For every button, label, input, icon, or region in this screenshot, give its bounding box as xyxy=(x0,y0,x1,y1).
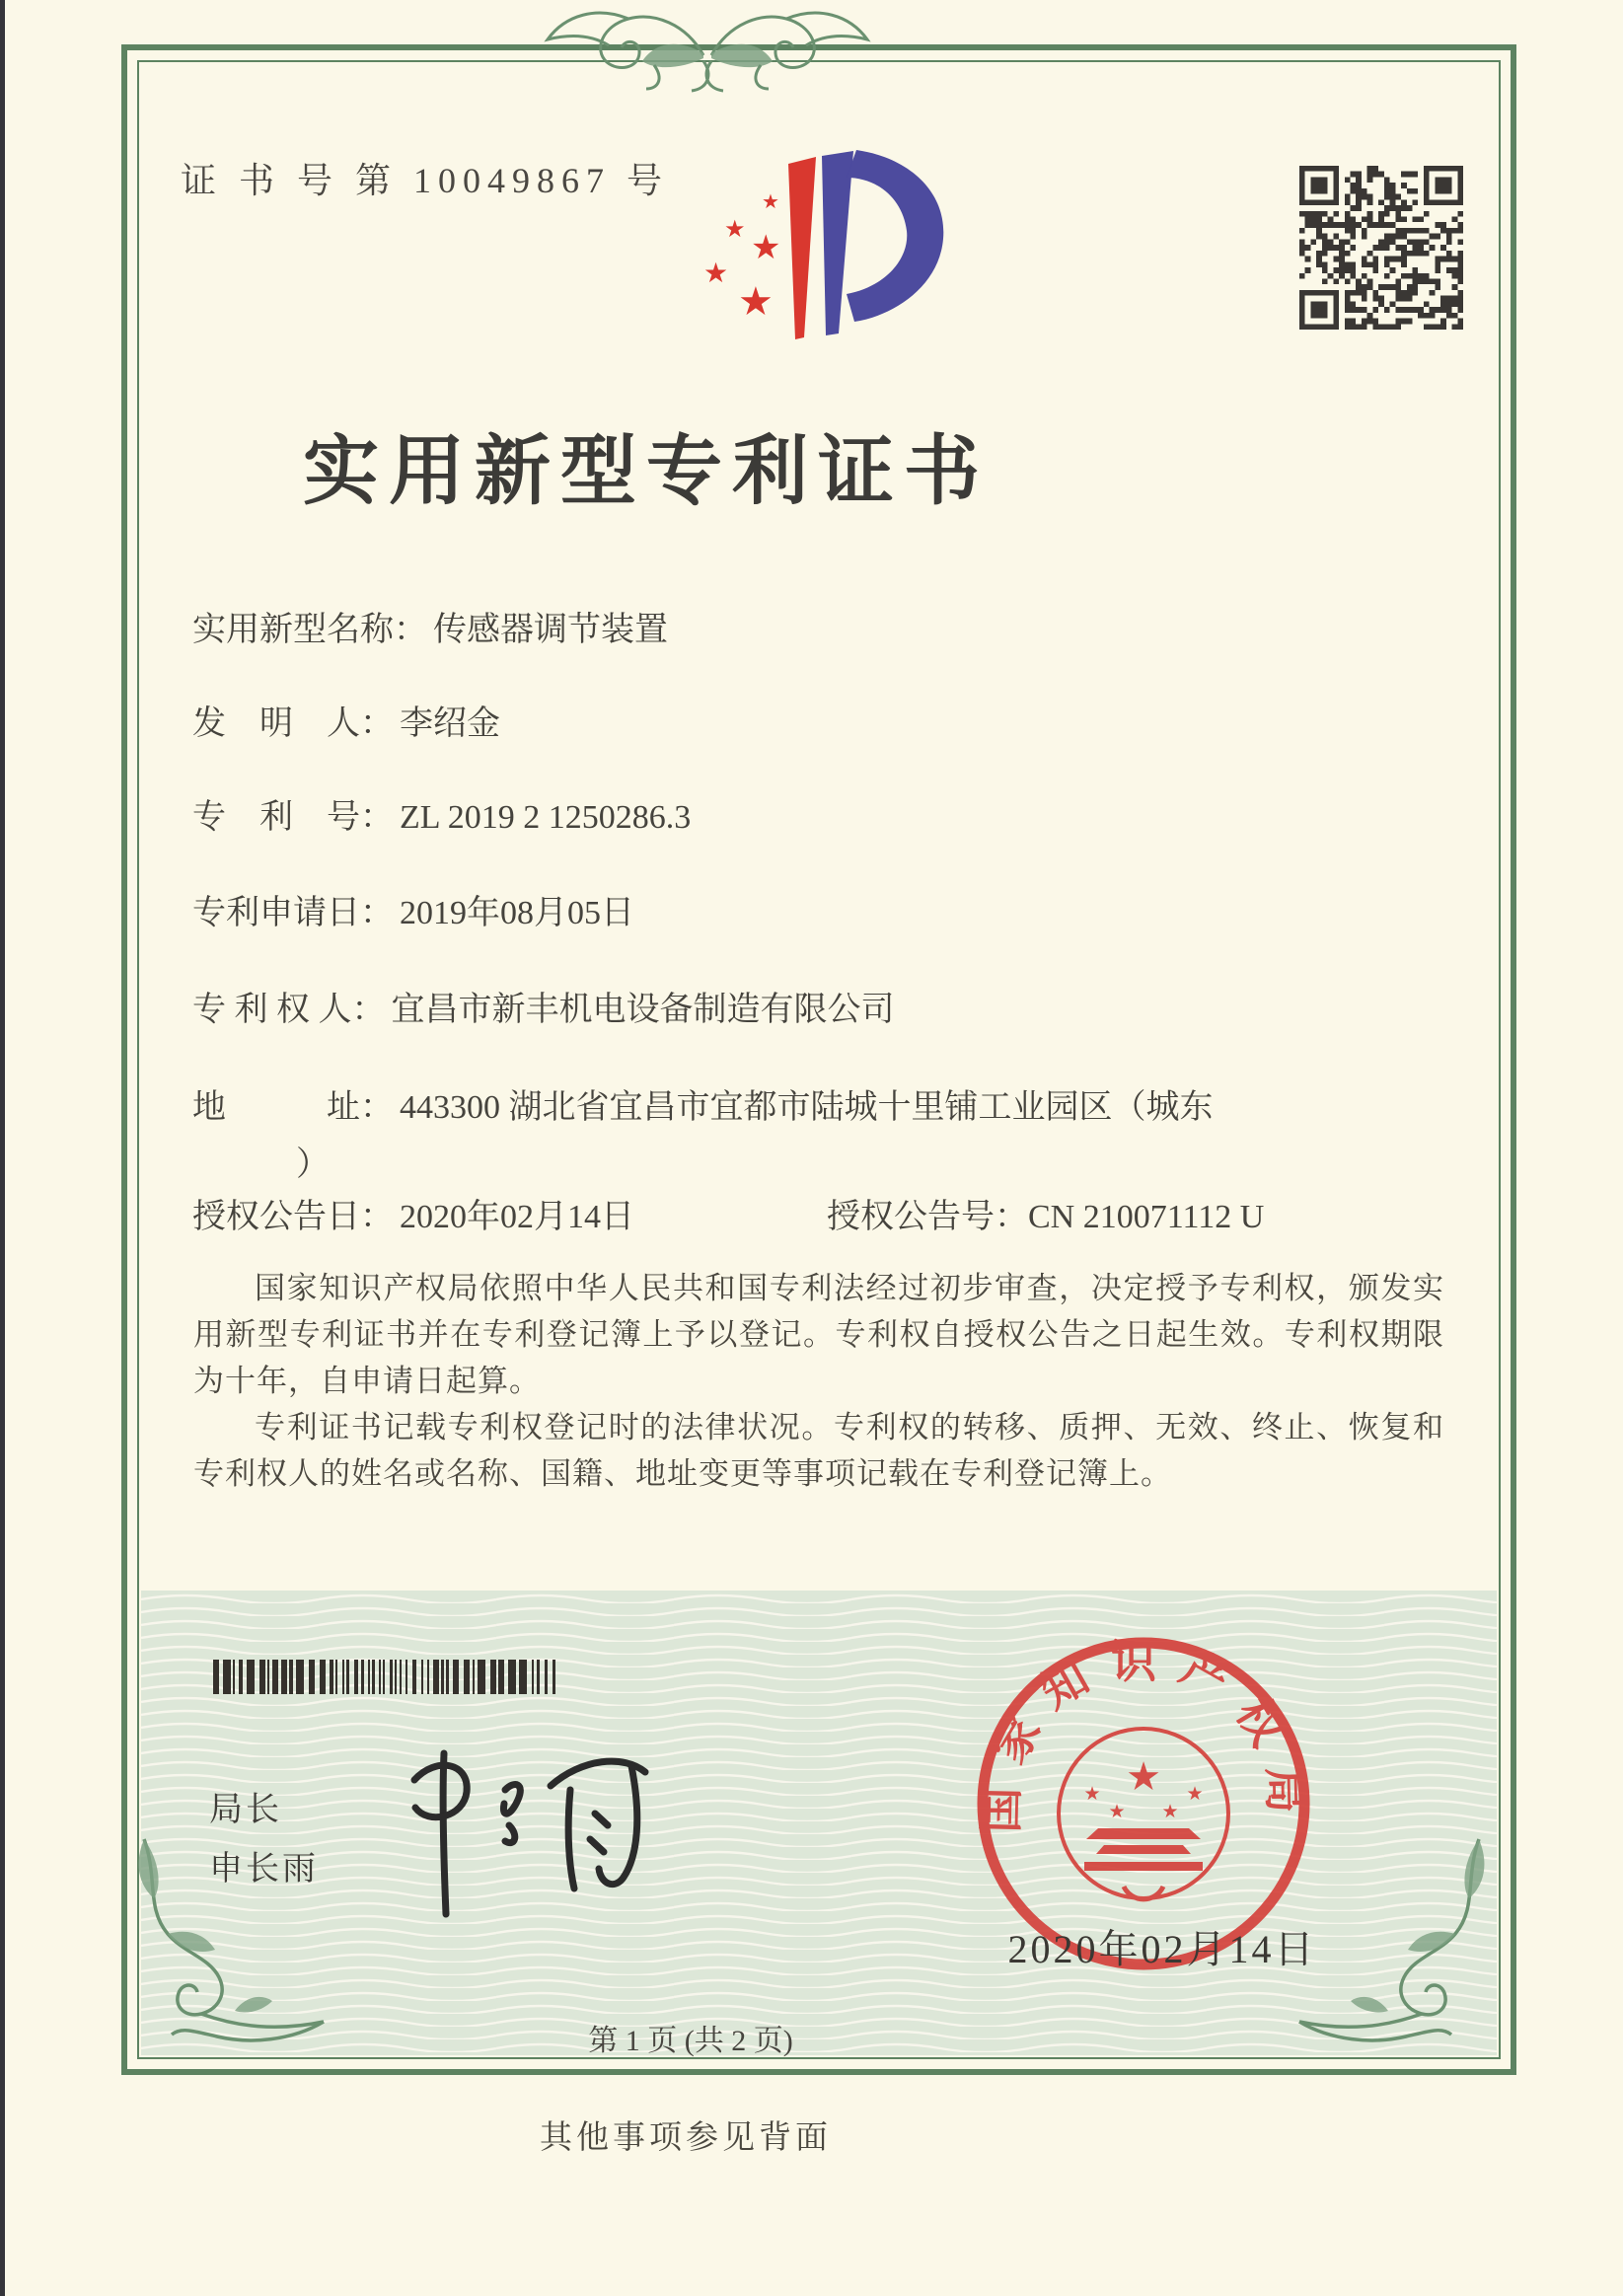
barcode xyxy=(212,1660,569,1694)
field-utility-model-name xyxy=(192,602,668,650)
national-emblem xyxy=(1059,1729,1228,1899)
director-role-label: 局长 xyxy=(209,1792,282,1828)
star-icon: ★ xyxy=(724,215,746,243)
field-grant-number xyxy=(827,1189,1264,1237)
svg-text:★: ★ xyxy=(1108,1801,1126,1822)
field-value: 李绍金 xyxy=(400,705,500,742)
field-grant-date xyxy=(192,1189,634,1237)
star-icon: ★ xyxy=(738,279,774,325)
qr-code xyxy=(1299,166,1463,330)
field-value: 传感器调节装置 xyxy=(433,612,668,648)
star-icon: ★ xyxy=(762,189,779,213)
legal-paragraph-1: 国家知识产权局依照中华人民共和国专利法经过初步审查，决定授予专利权，颁发实用新型专利证书并在专利登记簿上予以登记。专利权自授权公告之日起生效。专利权期限为十年，自申请日起算。 xyxy=(193,1271,1444,1398)
svg-text:★: ★ xyxy=(1083,1783,1101,1805)
seal-ring-text: 国家知识产权局 xyxy=(976,1636,1311,1834)
border-ornament-top xyxy=(538,6,877,97)
field-value: 2019年08月05日 xyxy=(400,895,634,931)
seal-date: 2020年02月14日 xyxy=(1007,1927,1317,1971)
star-icon: ★ xyxy=(751,228,781,267)
field-label: 实用新型名称： xyxy=(192,612,427,648)
field-label: 地 址： xyxy=(192,1089,394,1126)
field-address xyxy=(192,1079,1214,1128)
svg-text:国家知识产权局 xyxy=(976,1637,1310,1833)
back-side-note: 其他事项参见背面 xyxy=(540,2120,832,2156)
page-number: 第 1 页 (共 2 页) xyxy=(588,2025,793,2057)
field-inventor xyxy=(192,696,500,744)
legal-paragraph-2: 专利证书记载专利权登记时的法律状况。专利权的转移、质押、无效、终止、恢复和专利权人的姓名或名称、国籍、地址变更等事项记载在专利登记簿上。 xyxy=(193,1410,1444,1491)
field-value: 443300 湖北省宜昌市宜都市陆城十里铺工业园区（城东 xyxy=(400,1089,1214,1126)
star-icon: ★ xyxy=(703,257,729,289)
field-label: 专 利 权 人： xyxy=(192,992,386,1028)
field-label: 授权公告号： xyxy=(827,1199,1028,1235)
svg-text:★: ★ xyxy=(1161,1801,1179,1822)
field-label: 专 利 号： xyxy=(192,799,394,836)
cnipa-logo xyxy=(689,136,967,377)
field-patent-number xyxy=(192,789,691,838)
field-label: 发 明 人： xyxy=(192,705,394,742)
page-title: 实用新型专利证书 xyxy=(303,429,990,514)
field-value: CN 210071112 U xyxy=(1028,1199,1265,1235)
svg-text:★: ★ xyxy=(1186,1783,1204,1805)
field-filing-date xyxy=(192,885,634,933)
director-name: 申长雨 xyxy=(209,1851,319,1888)
field-value: 2020年02月14日 xyxy=(400,1199,634,1235)
svg-text:★: ★ xyxy=(1126,1754,1161,1800)
legal-text xyxy=(193,1265,1444,1497)
field-patentee xyxy=(192,982,895,1030)
certificate-number: 证 书 号 第 10049867 号 xyxy=(181,161,670,200)
field-label: 专利申请日： xyxy=(192,895,394,931)
scan-edge-shadow xyxy=(0,0,5,2296)
field-address-wrap: ） xyxy=(296,1147,330,1183)
logo-p-mark xyxy=(689,136,967,377)
field-label: 授权公告日： xyxy=(192,1199,394,1235)
field-value: 宜昌市新丰机电设备制造有限公司 xyxy=(391,992,895,1028)
director-signature-handwriting xyxy=(385,1739,681,1926)
field-value: ZL 2019 2 1250286.3 xyxy=(400,799,692,836)
